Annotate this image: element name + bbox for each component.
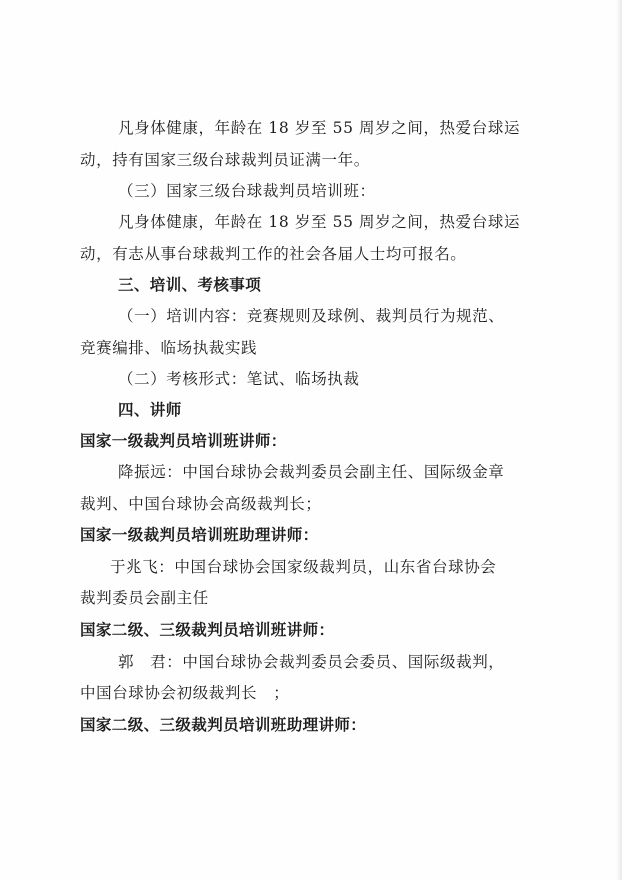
paragraph-line: 竞赛编排、临场执裁实践 bbox=[80, 339, 258, 357]
section-heading: 四、讲师 bbox=[118, 401, 182, 419]
scan-edge bbox=[616, 0, 622, 880]
paragraph-line: 动，持有国家三级台球裁判员证满一年。 bbox=[80, 151, 370, 169]
paragraph-line: 凡身体健康，年龄在 18 岁至 55 周岁之间，热爱台球运 bbox=[118, 119, 521, 137]
paragraph-line: （二）考核形式：笔试、临场执裁 bbox=[118, 370, 360, 388]
paragraph-line: （三）国家三级台球裁判员培训班： bbox=[118, 182, 376, 200]
paragraph-line: （一）培训内容：竞赛规则及球例、裁判员行为规范、 bbox=[118, 307, 505, 325]
paragraph-line: 郭 君：中国台球协会裁判委员会委员、国际级裁判， bbox=[118, 653, 505, 671]
paragraph-line: 降振远：中国台球协会裁判委员会副主任、国际级金章 bbox=[118, 463, 505, 481]
paragraph-line: 凡身体健康，年龄在 18 岁至 55 周岁之间，热爱台球运 bbox=[118, 213, 521, 231]
subsection-heading: 国家二级、三级裁判员培训班讲师： bbox=[80, 621, 335, 639]
paragraph-line: 中国台球协会初级裁判长 ； bbox=[80, 684, 290, 702]
paragraph-line: 裁判委员会副主任 bbox=[80, 589, 209, 607]
subsection-heading: 国家一级裁判员培训班讲师： bbox=[80, 432, 287, 450]
subsection-heading: 国家二级、三级裁判员培训班助理讲师： bbox=[80, 716, 367, 734]
subsection-heading: 国家一级裁判员培训班助理讲师： bbox=[80, 526, 319, 544]
paragraph-line: 于兆飞：中国台球协会国家级裁判员，山东省台球协会 bbox=[110, 558, 497, 576]
paragraph-line: 动，有志从事台球裁判工作的社会各届人士均可报名。 bbox=[80, 245, 467, 263]
paragraph-line: 裁判、中国台球协会高级裁判长； bbox=[80, 495, 322, 513]
section-heading: 三、培训、考核事项 bbox=[118, 276, 262, 294]
